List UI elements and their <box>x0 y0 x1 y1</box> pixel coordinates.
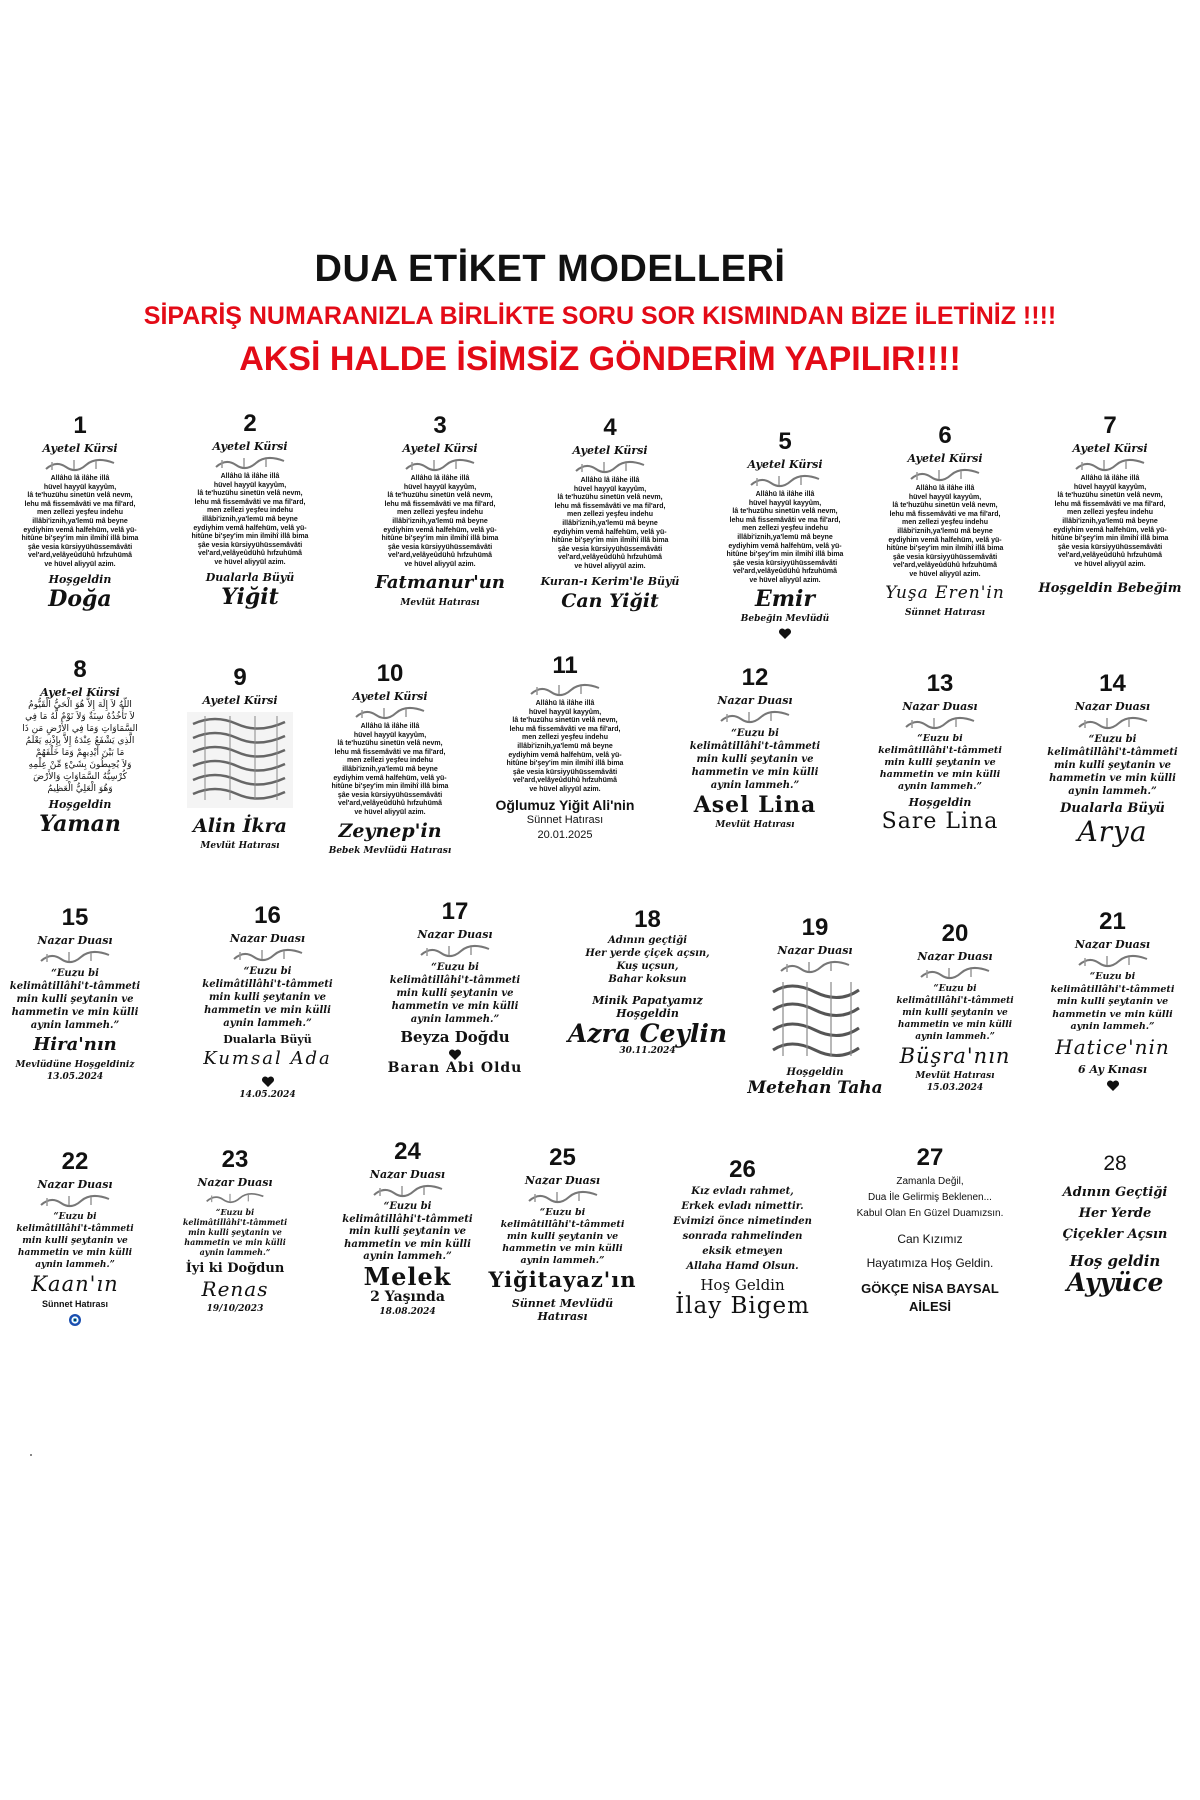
nazar-duasi-text: “Euzu bi kelimâtillâhi't-tâmmeti min kulli şeytanin ve hammetin ve min külli aynin lammeh.” <box>500 1207 625 1266</box>
label-card-4[interactable] <box>530 414 690 614</box>
card-name: Hoşgeldin Bebeğim <box>1038 580 1182 596</box>
arabic-calligraphy-block-icon <box>185 710 295 810</box>
card-number: 23 <box>221 1146 249 1173</box>
card-caption: Bebeğin Mevlüdü <box>740 613 830 624</box>
label-card-5[interactable] <box>705 428 865 640</box>
card-title: Nazar Duası <box>1074 938 1151 951</box>
card-welcome: Hayatımıza Hoş Geldin. <box>866 1256 994 1270</box>
label-card-24[interactable] <box>325 1138 490 1317</box>
basmala-calligraphy-icon <box>44 457 116 473</box>
nazar-duasi-text: “Euzu bi kelimâtillâhi't-tâmmeti min kulli şeytanin ve hammetin ve min külli aynin lammeh.” <box>878 733 1002 792</box>
basmala-calligraphy-icon <box>529 682 601 698</box>
card-number: 14 <box>1099 670 1126 697</box>
card-number: 26 <box>729 1156 756 1183</box>
card-name: Ayyüce <box>1066 1268 1164 1297</box>
label-card-22[interactable] <box>0 1148 150 1327</box>
label-card-1[interactable] <box>0 412 160 612</box>
card-greeting: Dualarla Büyü <box>205 570 295 584</box>
card-name: İlay Bigem <box>675 1293 810 1319</box>
card-greeting: Hoş Geldin <box>700 1276 785 1294</box>
card-greeting: Can Kızımız <box>897 1232 963 1246</box>
ayetel-kursi-text: Allâhü lâ ilâhe illâ hüvel hayyül kayyûm, lâ te'huzühu sinetün velâ nevm, lehu mâ fissemâvâti ve ma fil'ard, men zellezi yeşfeu indehu illâbi'iznih,ya'lemü mâ beyne eydiyhim vemâ halfehüm, velâ yü- hitûne bi'şey'im min ilmihî illâ bima şâe vesia kürsiyyühüssemâvâti vel'ard,velâyeûdühû hıfzuhümâ ve hüvel aliyyül azim. <box>726 491 844 584</box>
basmala-calligraphy-icon <box>527 1189 599 1205</box>
card-date: 30.11.2024 <box>619 1046 676 1056</box>
basmala-calligraphy-icon <box>372 1183 444 1199</box>
card-name: Melek <box>363 1261 452 1291</box>
card-number: 15 <box>61 904 89 931</box>
ayetel-kursi-text: Allâhü lâ ilâhe illâ hüvel hayyül kayyûm, lâ te'huzühu sinetün velâ nevm, lehu mâ fissemâvâti ve ma fil'ard, men zellezi yeşfeu indehu illâbi'iznih,ya'lemü mâ beyne eydiyhim vemâ halfehüm, velâ yü- hitûne bi'şey'im min ilmihî illâ bima şâe vesia kürsiyyühüssemâvâti vel'ard,velâyeûdühû hıfzuhümâ ve hüvel aliyyül azim. <box>21 475 139 568</box>
basmala-calligraphy-icon <box>39 1193 111 1209</box>
card-name: Sare Lina <box>881 809 999 834</box>
card-title: Ayetel Kürsi <box>1072 442 1148 455</box>
card-name: Asel Lina <box>693 792 817 818</box>
card-greeting: Hoş geldin <box>1069 1252 1161 1270</box>
card-caption: Sünnet Hatırası <box>904 607 986 618</box>
card-name: Yaman <box>39 811 121 837</box>
card-title: Ayetel Kürsi <box>572 444 648 457</box>
ayetel-kursi-text: Allâhü lâ ilâhe illâ hüvel hayyül kayyûm, lâ te'huzühu sinetün velâ nevm, lehu mâ fissemâvâti ve ma fil'ard, men zellezi yeşfeu indehu illâbi'iznih,ya'lemü mâ beyne eydiyhim vemâ halfehüm, velâ yü- hitûne bi'şey'im min ilmihî illâ bima şâe vesia kürsiyyühüssemâvâti vel'ard,velâyeûdühû hıfzuhümâ ve hüvel aliyyül azim. <box>551 477 669 570</box>
card-caption: Bebek Mevlüdü Hatırası <box>328 845 452 856</box>
card-caption: Mevlüdüne Hoşgeldiniz <box>15 1060 135 1070</box>
card-date: 18.08.2024 <box>379 1306 436 1317</box>
card-number: 16 <box>254 902 281 929</box>
card-name: Fatmanur'un <box>375 571 505 593</box>
card-caption: Mevlüt Hatırası <box>915 1071 995 1081</box>
card-caption: 6 Ay Kınası <box>1077 1062 1148 1076</box>
card-number: 21 <box>1099 908 1126 935</box>
nazar-duasi-text: “Euzu bi kelimâtillâhi't-tâmmeti min kulli şeytanin ve hammetin ve min külli aynin lammeh.” <box>182 1207 288 1257</box>
card-name: Büşra'nın <box>899 1044 1011 1068</box>
card-name: Metehan Taha <box>747 1078 883 1098</box>
card-name: GÖKÇE NİSA BAYSAL AİLESİ <box>861 1281 999 1314</box>
card-title: Nazar Duası <box>717 694 793 707</box>
label-card-21[interactable] <box>1035 908 1190 1092</box>
card-name: Kumsal Ada <box>203 1048 332 1069</box>
arabic-ayet-text: اللّهُ لاَ إِلَهَ إِلاَّ هُوَ الْحَيُّ الْقَيُّومُ لاَ تَأْخُذُهُ سِنَةٌ وَلاَ نَوْمٌ لَّهُ مَا فِي السَّمَاوَاتِ وَمَا فِي الأَرْضِ مَن ذَا الَّذِي يَشْفَعُ عِنْدَهُ إِلاَّ بِإِذْنِهِ يَعْلَمُ مَا بَيْنَ أَيْدِيهِمْ وَمَا خَلْفَهُمْ وَلاَ يُحِيطُونَ بِشَيْءٍ مِّنْ عِلْمِهِ كُرْسِيُّهُ السَّمَاوَاتِ وَالأَرْضَ وَهُوَ الْعَلِيُّ الْعَظِيمُ <box>22 700 138 794</box>
basmala-calligraphy-icon <box>909 467 981 483</box>
card-title: Nazar Duası <box>1074 700 1151 713</box>
label-card-18[interactable] <box>560 906 735 1056</box>
card-caption: Sünnet Hatırası <box>41 1299 108 1309</box>
nazar-duasi-text: “Euzu bi kelimâtillâhi't-tâmmeti min kulli şeytanin ve hammetin ve min külli aynin lammeh.” <box>202 966 333 1029</box>
card-name: Kaan'ın <box>31 1272 119 1296</box>
card-name: Beyza Doğdu <box>400 1028 510 1046</box>
card-number: 22 <box>61 1148 89 1175</box>
card-title: Nazar Duası <box>37 1178 113 1191</box>
card-number: 11 <box>552 652 578 679</box>
basmala-calligraphy-icon <box>779 959 851 975</box>
basmala-calligraphy-icon <box>419 943 491 959</box>
card-number: 13 <box>926 670 954 697</box>
label-card-23[interactable] <box>155 1146 315 1314</box>
label-card-8[interactable] <box>0 656 160 837</box>
label-card-25[interactable] <box>480 1144 645 1323</box>
label-card-12[interactable] <box>665 664 845 830</box>
card-title: Ayetel Kürsi <box>42 442 118 455</box>
card-poem: Zamanla Değil, Dua İle Gelirmiş Beklenen... Kabul Olan En Güzel Duamızsın. <box>856 1176 1004 1219</box>
heart-icon <box>261 1076 275 1088</box>
card-poem: Kız evladı rahmet, Erkek evladı nimettir. Evimizi önce nimetinden sonrada rahmelinden eksik etmeyen Allaha Hamd Olsun. <box>673 1186 812 1272</box>
card-number: 2 <box>243 410 257 437</box>
card-number: 19 <box>801 914 829 941</box>
card-name: Oğlumuz Yiğit Ali'nin <box>495 796 635 813</box>
order-note: SİPARİŞ NUMARANIZLA BİRLİKTE SORU SOR KISMINDAN BİZE İLETİNİZ !!!! <box>143 302 1057 330</box>
card-title: Nazar Duası <box>417 928 493 941</box>
card-number: 25 <box>549 1144 576 1171</box>
card-caption: Mevlüt Hatırası <box>715 820 795 830</box>
basmala-calligraphy-icon <box>404 457 476 473</box>
basmala-calligraphy-icon <box>904 715 976 731</box>
card-name: Yuşa Eren'in <box>885 582 1005 603</box>
card-caption: Baran Abi Oldu <box>387 1060 523 1076</box>
nazar-duasi-text: “Euzu bi kelimâtillâhi't-tâmmeti min kulli şeytanin ve hammetin ve min külli aynin lammeh.” <box>896 984 1014 1042</box>
card-title: Nazar Duası <box>197 1176 273 1189</box>
label-card-13[interactable] <box>860 670 1020 835</box>
ayetel-kursi-text: Allâhü lâ ilâhe illâ hüvel hayyül kayyûm, lâ te'huzühu sinetün velâ nevm, lehu mâ fissemâvâti ve ma fil'ard, men zellezi yeşfeu indehu illâbi'iznih,ya'lemü mâ beyne eydiyhim vemâ halfehüm, velâ yü- hitûne bi'şey'im min ilmihî illâ bima şâe vesia kürsiyyühüssemâvâti vel'ard,velâyeûdühû hıfzuhümâ ve hüvel aliyyül azim. <box>191 473 309 566</box>
nazar-duasi-text: “Euzu bi kelimâtillâhi't-tâmmeti min kulli şeytanin ve hammetin ve min külli aynin lammeh.” <box>342 1201 473 1262</box>
nazar-duasi-text: “Euzu bi kelimâtillâhi't-tâmmeti min kulli şeytanin ve hammetin ve min külli aynin lammeh.” <box>1047 734 1178 797</box>
label-card-26[interactable] <box>660 1156 825 1319</box>
ayetel-kursi-text: Allâhü lâ ilâhe illâ hüvel hayyül kayyûm, lâ te'huzühu sinetün velâ nevm, lehu mâ fissemâvâti ve ma fil'ard, men zellezi yeşfeu indehu illâbi'iznih,ya'lemü mâ beyne eydiyhim vemâ halfehüm, velâ yü- hitûne bi'şey'im min ilmihî illâ bima şâe vesia kürsiyyühüssemâvâti vel'ard,velâyeûdühû hıfzuhümâ ve hüvel aliyyül azim. <box>331 723 449 816</box>
basmala-calligraphy-icon <box>919 965 991 981</box>
card-title: Nazar Duası <box>369 1168 446 1181</box>
card-number: 10 <box>376 660 404 687</box>
card-name: Can Yiğit <box>561 589 659 612</box>
card-caption: Sünnet Mevlüdü Hatırası <box>511 1297 614 1323</box>
card-title: Ayetel Kürsi <box>402 442 478 455</box>
basmala-calligraphy-icon <box>719 709 791 725</box>
card-poem: Adının geçtiği Her yerde çiçek açsın, Kuş uçsun, Bahar koksun <box>585 935 710 985</box>
card-number: 1 <box>73 412 87 439</box>
card-title: Nazar Duası <box>229 932 306 945</box>
label-card-17[interactable] <box>370 898 540 1076</box>
basmala-calligraphy-icon <box>1077 953 1149 969</box>
card-greeting: Hoşgeldin <box>908 796 972 809</box>
card-title: Nazar Duası <box>37 934 113 947</box>
label-card-6[interactable] <box>865 422 1025 618</box>
nazar-duasi-text: “Euzu bi kelimâtillâhi't-tâmmeti min kulli şeytanin ve hammetin ve min külli aynin lammeh.” <box>689 728 821 791</box>
card-name: Renas <box>201 1277 269 1301</box>
card-name: Doğa <box>48 585 112 612</box>
card-title: Ayetel Kürsi <box>747 458 823 471</box>
basmala-calligraphy-icon <box>354 705 426 721</box>
warning-note: AKSİ HALDE İSİMSİZ GÖNDERİM YAPILIR!!!! <box>239 340 961 378</box>
basmala-calligraphy-icon <box>232 947 304 963</box>
card-date: 15.03.2024 <box>926 1083 984 1093</box>
card-caption: Mevlüt Hatırası <box>400 597 480 608</box>
card-date: 13.05.2024 <box>46 1072 104 1082</box>
label-card-10[interactable] <box>310 660 470 856</box>
ayetel-kursi-text: Allâhü lâ ilâhe illâ hüvel hayyül kayyûm, lâ te'huzühu sinetün velâ nevm, lehu mâ fissemâvâti ve ma fil'ard, men zellezi yeşfeu indehu illâbi'iznih,ya'lemü mâ beyne eydiyhim vemâ halfehüm, velâ yü- hitûne bi'şey'im min ilmihî illâ bima şâe vesia kürsiyyühüssemâvâti vel'ard,velâyeûdühû hıfzuhümâ ve hüvel aliyyül azim. <box>886 485 1004 578</box>
card-number: 17 <box>441 898 469 925</box>
card-title: Nazar Duası <box>777 944 853 957</box>
basmala-calligraphy-icon <box>749 473 821 489</box>
card-greeting: Dualarla Büyü <box>1060 801 1165 816</box>
label-card-2[interactable] <box>170 410 330 610</box>
card-name: Arya <box>1077 815 1148 848</box>
card-greeting: Hoşgeldin <box>48 798 112 811</box>
card-name: Azra Ceylin <box>567 1019 728 1048</box>
nazar-duasi-text: “Euzu bi kelimâtillâhi't-tâmmeti min kulli şeytanin ve hammetin ve min külli aynin lammeh.” <box>389 962 521 1025</box>
card-date: 19/10/2023 <box>206 1304 264 1314</box>
label-card-11[interactable] <box>480 652 650 843</box>
card-number: 3 <box>433 412 447 439</box>
basmala-calligraphy-icon <box>1077 715 1149 731</box>
card-number: 4 <box>603 414 617 441</box>
label-card-7[interactable] <box>1030 412 1190 602</box>
card-title: Ayet-el Kürsi <box>40 686 120 699</box>
card-greeting: Hoşgeldin <box>48 572 112 586</box>
card-title: Ayetel Kürsi <box>907 452 983 465</box>
card-number: 5 <box>778 428 792 455</box>
page-title: DUA ETİKET MODELLERİ <box>314 248 786 290</box>
card-name: Hira'nın <box>33 1034 117 1055</box>
card-number: 28 <box>1103 1152 1127 1175</box>
basmala-calligraphy-icon <box>1074 457 1146 473</box>
card-age: 2 Yaşında <box>370 1288 445 1305</box>
basmala-calligraphy-icon <box>205 1191 265 1205</box>
card-number: 24 <box>394 1138 421 1165</box>
label-card-16[interactable] <box>185 902 350 1100</box>
label-card-28[interactable] <box>1030 1150 1200 1298</box>
label-card-19[interactable] <box>735 914 895 1098</box>
card-number: 6 <box>938 422 952 449</box>
card-name: Yiğit <box>221 583 279 610</box>
label-card-27[interactable] <box>840 1144 1020 1316</box>
card-number: 8 <box>73 656 87 683</box>
card-greeting: Kuran-ı Kerim'le Büyü <box>540 574 680 588</box>
card-date: 14.05.2024 <box>239 1090 296 1100</box>
evil-eye-icon <box>68 1313 82 1327</box>
card-number: 9 <box>233 664 247 691</box>
label-card-15[interactable] <box>0 904 150 1082</box>
nazar-duasi-text: “Euzu bi kelimâtillâhi't-tâmmeti min kulli şeytanin ve hammetin ve min külli aynin lammeh.” <box>16 1212 134 1270</box>
card-name: Hatice'nin <box>1055 1034 1170 1059</box>
basmala-calligraphy-icon <box>574 459 646 475</box>
ayetel-kursi-text: Allâhü lâ ilâhe illâ hüvel hayyül kayyûm, lâ te'huzühu sinetün velâ nevm, lehu mâ fissemâvâti ve ma fil'ard, men zellezi yeşfeu indehu illâbi'iznih,ya'lemü mâ beyne eydiyhim vemâ halfehüm, velâ yü- hitûne bi'şey'im min ilmihî illâ bima şâe vesia kürsiyyühüssemâvâti vel'ard,velâyeûdühû hıfzuhümâ ve hüvel aliyyül azim. <box>381 475 499 568</box>
card-title: Nazar Duası <box>917 950 993 963</box>
arabic-calligraphy-block-icon <box>767 978 863 1064</box>
label-card-20[interactable] <box>880 920 1030 1093</box>
card-poem: Adının Geçtiği Her Yerde Çiçekler Açsın <box>1062 1185 1168 1242</box>
ayetel-kursi-text: Allâhü lâ ilâhe illâ hüvel hayyül kayyûm, lâ te'huzühu sinetün velâ nevm, lehu mâ fissemâvâti ve ma fil'ard, men zellezi yeşfeu indehu illâbi'iznih,ya'lemü mâ beyne eydiyhim vemâ halfehüm, velâ yü- hitûne bi'şey'im min ilmihî illâ bima şâe vesia kürsiyyühüssemâvâti vel'ard,velâyeûdühû hıfzuhümâ ve hüvel aliyyül azim. <box>506 700 624 793</box>
card-greeting: Minik Papatyamız Hoşgeldin <box>592 994 703 1020</box>
card-caption: Mevlüt Hatırası <box>200 841 280 851</box>
card-greeting: İyi ki Doğdun <box>185 1261 285 1276</box>
card-title: Ayetel Kürsi <box>202 694 278 707</box>
card-greeting: Dualarla Büyü <box>223 1033 312 1046</box>
card-title: Ayetel Kürsi <box>352 690 428 703</box>
nazar-duasi-text: “Euzu bi kelimâtillâhi't-tâmmeti min kulli şeytanin ve hammetin ve min külli aynin lammeh.” <box>1050 971 1175 1032</box>
basmala-calligraphy-icon <box>39 949 111 965</box>
card-title: Ayetel Kürsi <box>212 440 288 453</box>
card-title: Nazar Duası <box>902 700 978 713</box>
heart-icon <box>778 628 792 640</box>
label-card-9[interactable] <box>160 664 320 851</box>
card-title: Nazar Duası <box>524 1174 601 1187</box>
card-number: 18 <box>634 906 661 933</box>
card-caption: Sünnet Hatırası <box>526 813 604 826</box>
label-card-14[interactable] <box>1030 670 1195 848</box>
card-date: 20.01.2025 <box>537 828 593 841</box>
card-number: 12 <box>741 664 769 691</box>
ayetel-kursi-text: Allâhü lâ ilâhe illâ hüvel hayyül kayyûm, lâ te'huzühu sinetün velâ nevm, lehu mâ fissemâvâti ve ma fil'ard, men zellezi yeşfeu indehu illâbi'iznih,ya'lemü mâ beyne eydiyhim vemâ halfehüm, velâ yü- hitûne bi'şey'im min ilmihî illâ bima şâe vesia kürsiyyühüssemâvâti vel'ard,velâyeûdühû hıfzuhümâ ve hüvel aliyyül azim. <box>1051 475 1169 568</box>
card-number: 27 <box>916 1144 944 1171</box>
card-name: Alin İkra <box>193 815 287 837</box>
label-card-3[interactable] <box>360 412 520 608</box>
card-name: Zeynep'in <box>338 819 442 842</box>
card-greeting: Hoşgeldin <box>786 1067 844 1078</box>
card-name: Emir <box>755 585 815 612</box>
basmala-calligraphy-icon <box>214 455 286 471</box>
heart-icon <box>1106 1080 1120 1092</box>
card-name: Yiğitayaz'ın <box>488 1267 637 1292</box>
stray-dot <box>30 1454 32 1456</box>
card-number: 20 <box>941 920 969 947</box>
card-number: 7 <box>1103 412 1117 439</box>
nazar-duasi-text: “Euzu bi kelimâtillâhi't-tâmmeti min kulli şeytanin ve hammetin ve min külli aynin lammeh.” <box>9 968 141 1031</box>
